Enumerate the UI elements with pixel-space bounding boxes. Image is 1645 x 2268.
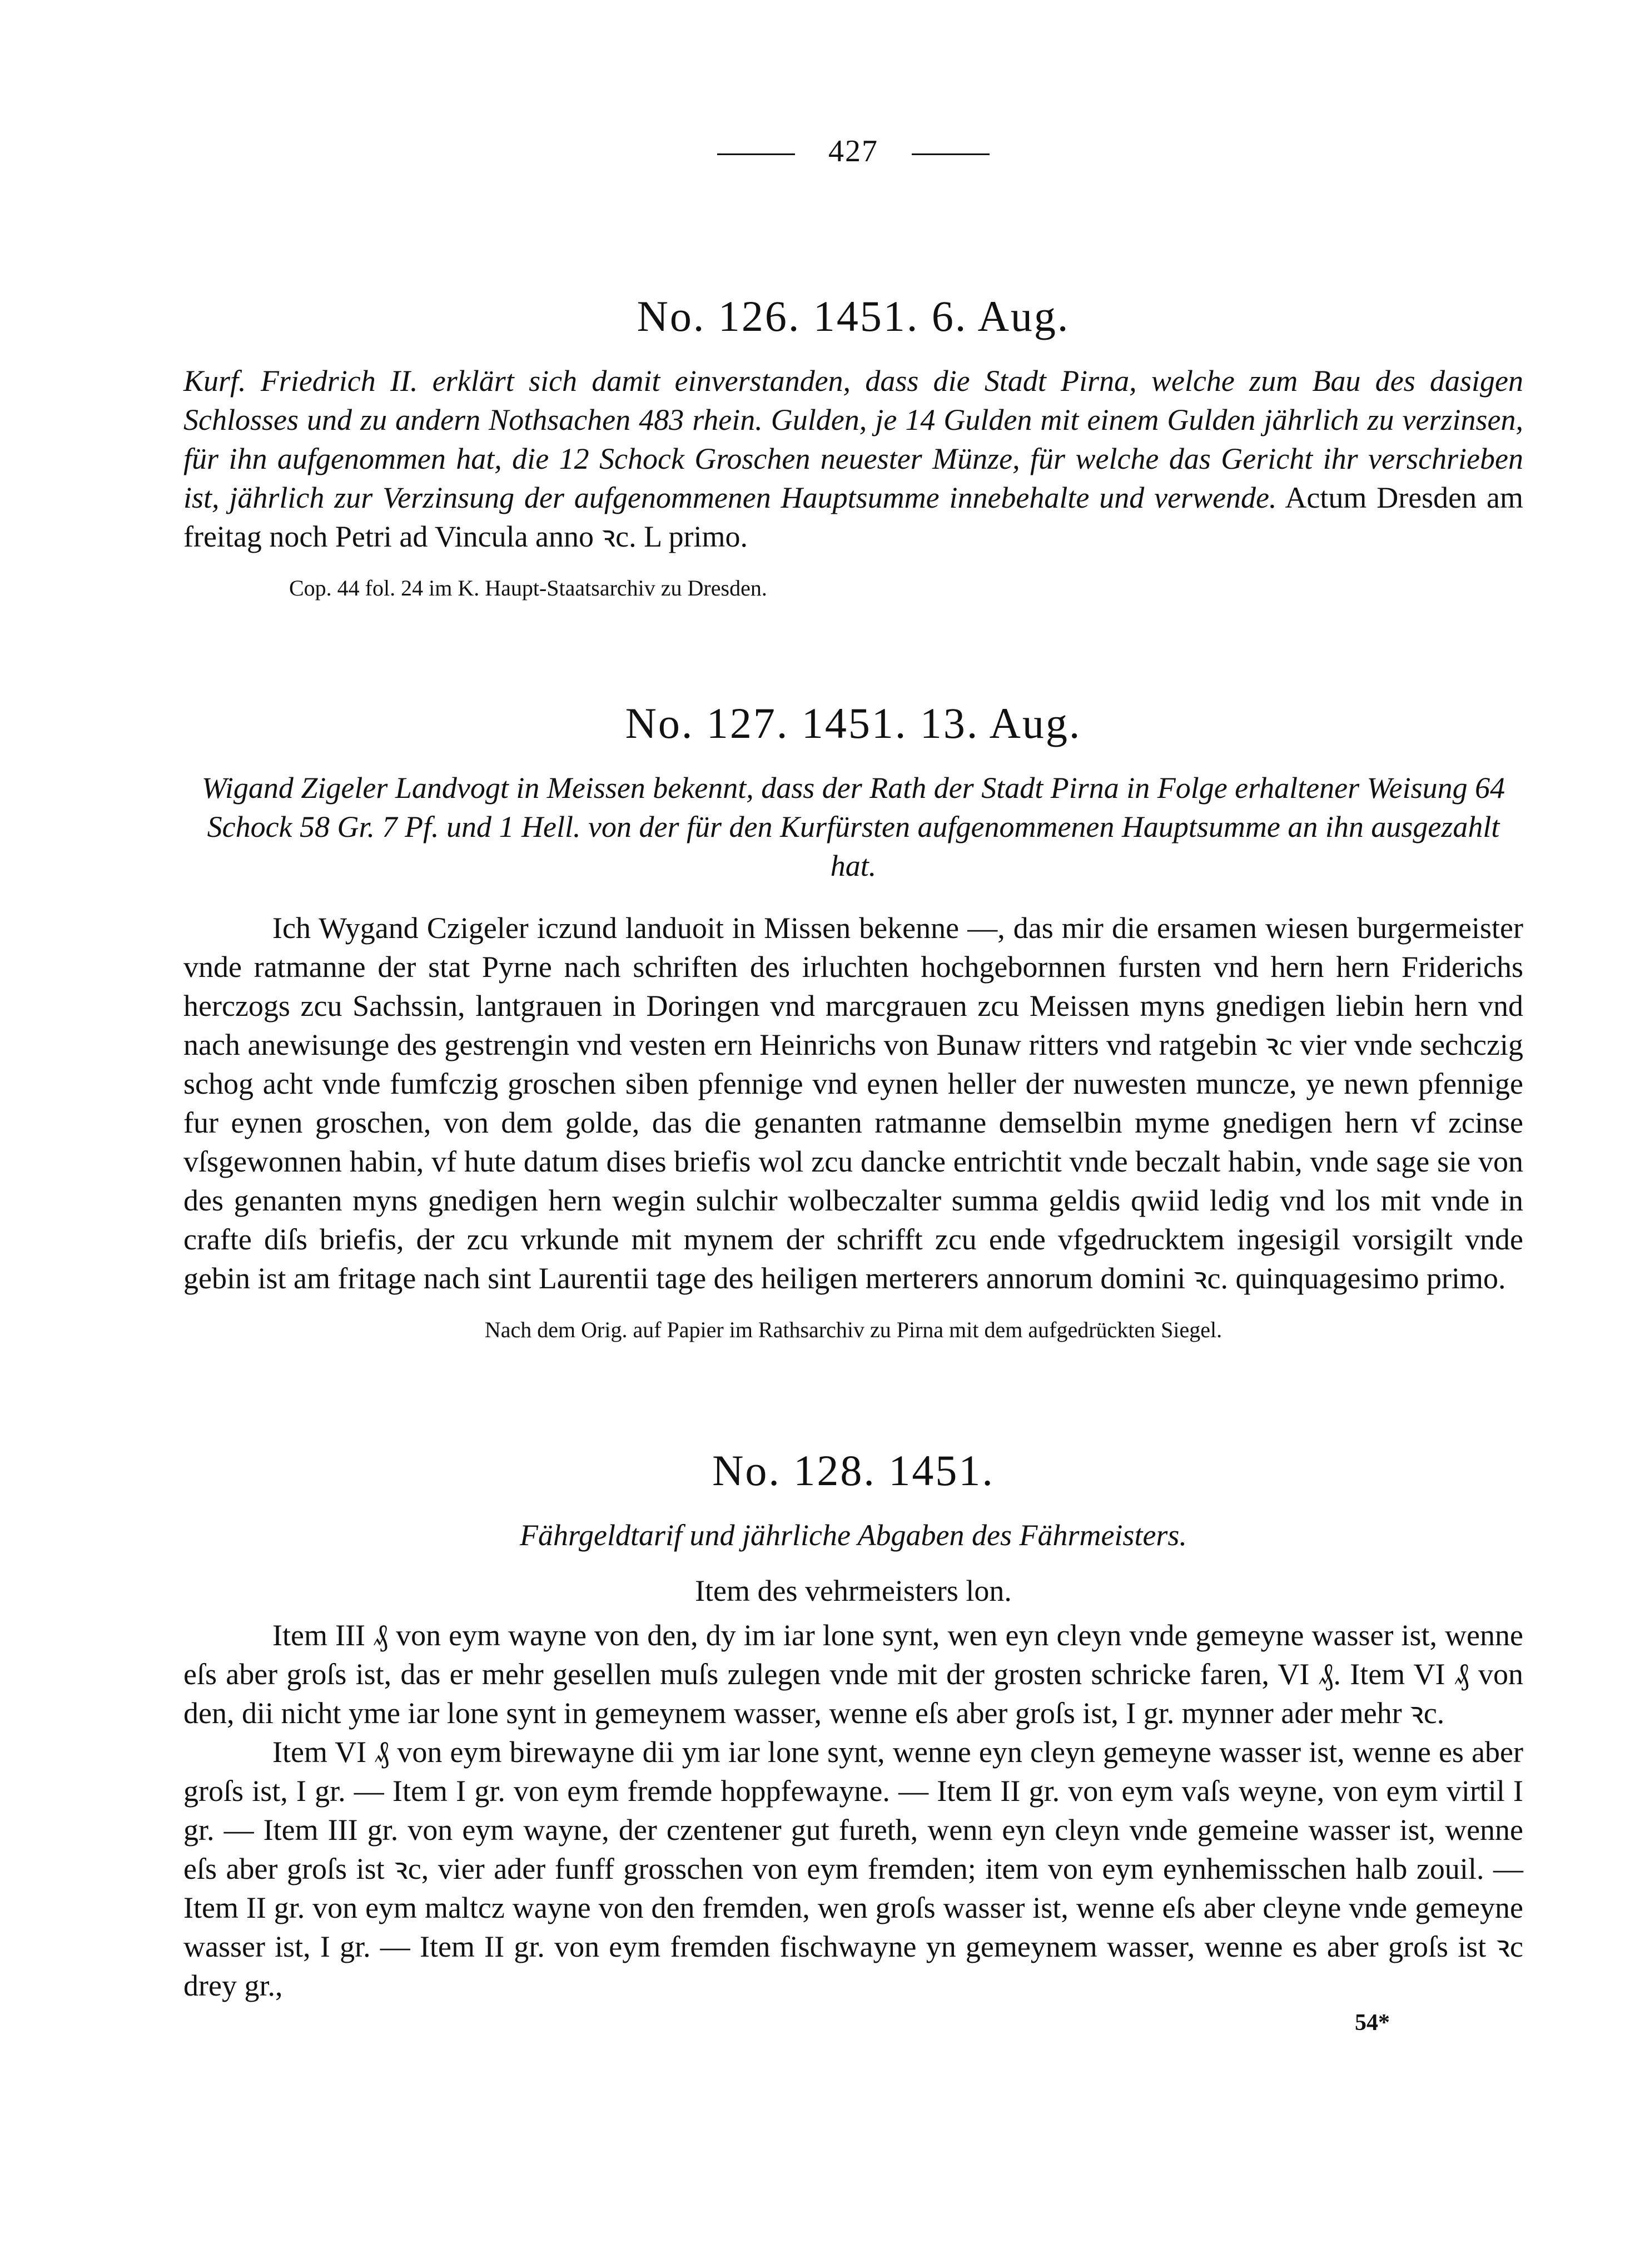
document-128-heading: No. 128. 1451. [712, 1446, 995, 1495]
document-128-subheading: Item des vehrmeisters lon. [695, 1574, 1012, 1607]
document-128-regest [183, 1516, 1523, 1555]
document-128-paragraph-2: Item VI ₰ von eym birewayne dii ym iar lone synt, wenne eyn cleyn gemeyne wasser ist, wenne es aber groſs ist, I gr. — Item I gr. von eym fremde hoppfewayne. — Item II gr. von eym vaſs weyne, von eym virtil I gr. — Item III gr. von eym wayne, der czentener gut fureth, wenn eyn cleyn vnde gemeine wasser ist, wenne eſs aber groſs ist ꝛc, vier ader funff grosschen von eym fremden; item von eym eynhemisschen halb zouil. — Item II gr. von eym maltcz wayne von den fremden, wen groſs wasser ist, wenne eſs aber cleyne vnde gemeyne wasser ist, I gr. — Item II gr. von eym fremden fischwayne yn gemeynem wasser, wenne es aber groſs ist ꝛc drey gr., [183, 1735, 1523, 2002]
running-head-rule-left [717, 153, 795, 155]
document-127-regest [183, 768, 1523, 885]
document-128-text [183, 1616, 1523, 2005]
document-128 [183, 1446, 1523, 2036]
document-126-regest-italic: Kurf. Friedrich II. erklärt sich damit einverstanden, dass die Stadt Pirna, welche zum Bau des dasigen Schlosses und zu andern Nothsachen 483 rhein. Gulden, je 14 Gulden mit einem Gulden jährlich zu verzinsen, für ihn aufgenommen hat, die 12 Schock Groschen neuester Münze, für welche das Gericht ihr verschrieben ist, jährlich zur Verzinsung der aufgenommenen Hauptsumme innebehalte und verwende. [183, 364, 1523, 514]
page-number: 427 [828, 134, 878, 168]
document-126-regest [183, 361, 1523, 556]
document-128-regest-italic: Fährgeldtarif und jährliche Abgaben des Fährmeisters. [520, 1518, 1187, 1552]
document-127-text [183, 909, 1523, 1298]
document-126 [183, 291, 1523, 604]
document-126-heading: No. 126. 1451. 6. Aug. [637, 292, 1070, 340]
running-head [183, 133, 1523, 169]
document-126-source: Cop. 44 fol. 24 im K. Haupt-Staatsarchiv zu Dresden. [289, 575, 767, 601]
document-128-paragraph-1: Item III ₰ von eym wayne von den, dy im iar lone synt, wen eyn cleyn vnde gemeyne wasser ist, wenne eſs aber groſs ist, das er mehr gesellen muſs zulegen vnde mit der grosten schricke faren, VI ₰. Item VI ₰ von den, dii nicht yme iar lone synt in gemeynem wasser, wenne eſs aber groſs ist, I gr. mynner ader mehr ꝛc. [183, 1619, 1523, 1730]
running-head-rule-right [912, 153, 990, 155]
document-127-source: Nach dem Orig. auf Papier im Rathsarchiv zu Pirna mit dem aufgedrückten Siegel. [484, 1317, 1222, 1342]
document-127-regest-italic: Wigand Zigeler Landvogt in Meissen bekennt, dass der Rath der Stadt Pirna in Folge erhaltener Weisung 64 Schock 58 Gr. 7 Pf. und 1 Hell. von der für den Kurfürsten aufgenommenen Hauptsumme an ihn ausgezahlt hat. [201, 771, 1505, 882]
document-126-regest-dating: Actum Dresden am freitag noch Petri ad Vincula anno ꝛc. L primo. [183, 481, 1523, 553]
document-127-paragraph: Ich Wygand Czigeler iczund landuoit in Missen bekenne —, das mir die ersamen wiesen burgermeister vnde ratmanne der stat Pyrne nach schriften des irluchten hochgebornnen fursten vnd hern hern Friderichs herczogs zcu Sachssin, lantgrauen in Doringen vnd marcgrauen zcu Meissen myns gnedigen liebin hern vnd nach anewisunge des gestrengin vnd vesten ern Heinrichs von Bunaw ritters vnd ratgebin ꝛc vier vnde sechczig schog acht vnde fumfczig groschen siben pfennige vnd eynen heller der nuwesten muncze, ye newn pfennige fur eynen groschen, von dem golde, das die genanten ratmanne demselbin myme gnedigen hern vf zcinse vſsgewonnen habin, vf hute datum dises briefis wol zcu dancke entrichtit vnde beczalt habin, vnde sage sie von des genanten myns gnedigen hern wegin sulchir wolbeczalter summa geldis qwiid ledig vnd los mit vnde in crafte diſs briefis, der zcu vrkunde mit mynem der schrifft zcu ende vfgedrucktem ingesigil vorsigilt vnde gebin ist am fritage nach sint Laurentii tage des heiligen merterers annorum domini ꝛc. quinquagesimo primo. [183, 911, 1523, 1295]
signature-mark: 54* [1355, 2010, 1390, 2036]
document-127 [183, 698, 1523, 1346]
document-127-heading: No. 127. 1451. 13. Aug. [625, 699, 1082, 747]
document-page [183, 133, 1523, 2036]
